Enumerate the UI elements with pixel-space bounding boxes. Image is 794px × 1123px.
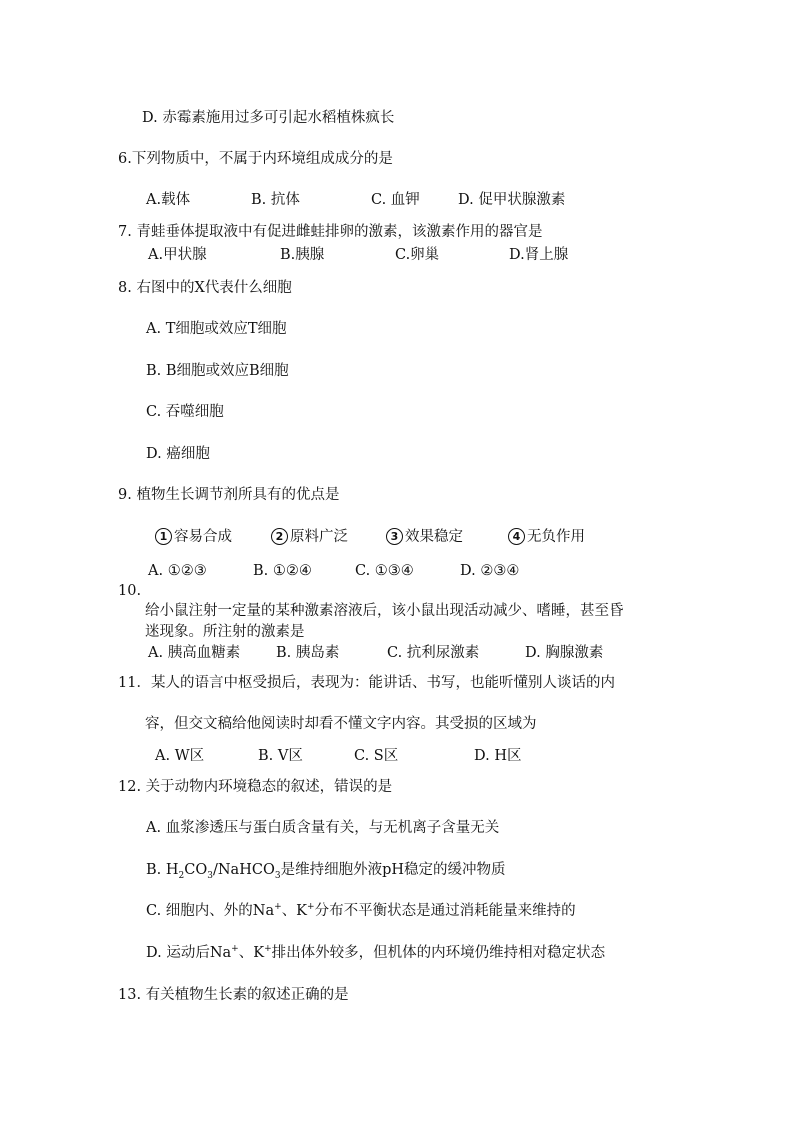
q12-option-b: B. $H_2CO_3/NaHCO_3$是维持细胞外液pH稳定的缓冲物质 [146, 862, 506, 881]
q12-option-c: C. 细胞内、外的Na+、K+分布不平衡状态是通过消耗能量来维持的 [146, 902, 576, 919]
q11-stem-line1: 11．某人的语言中枢受损后，表现为：能讲话、书写，也能听懂别人谈话的内 [118, 675, 615, 691]
q9-item-3 [386, 527, 463, 547]
q8-stem: 8. 右图中的X代表什么细胞 [118, 280, 292, 296]
q9-item-2 [271, 527, 348, 547]
circled-number-3: 3 [386, 528, 403, 545]
q9-item-2-text: 原料广泛 [290, 529, 348, 545]
q11-option-d: D. H区 [474, 748, 522, 764]
q12-option-a: A. 血浆渗透压与蛋白质含量有关，与无机离子含量无关 [146, 820, 500, 836]
q11-option-b: B. V区 [258, 748, 303, 764]
q6-option-c: C. 血钾 [371, 192, 420, 208]
q7-option-d: D.肾上腺 [509, 247, 569, 263]
q9-item-4 [508, 527, 585, 547]
q9-item-3-text: 效果稳定 [405, 529, 463, 545]
q10-option-b: B. 胰岛素 [276, 645, 340, 661]
q9-item-1 [155, 527, 232, 547]
q12-option-d: D. 运动后Na+、K+排出体外较多，但机体的内环境仍维持相对稳定状态 [146, 944, 606, 961]
q7-option-b: B.胰腺 [280, 247, 325, 263]
q11-option-c: C. S区 [354, 748, 399, 764]
q8-option-c: C. 吞噬细胞 [146, 404, 224, 420]
q10-stem-line2: 迷现象。所注射的激素是 [145, 624, 305, 640]
q6-option-a: A.载体 [146, 192, 191, 208]
q11-stem-line2: 容，但交文稿给他阅读时却看不懂文字内容。其受损的区域为 [145, 716, 537, 732]
circled-number-2: 2 [271, 528, 288, 545]
q10-option-a: A. 胰高血糖素 [148, 645, 241, 661]
q5-option-d: D. 赤霉素施用过多可引起水稻植株疯长 [142, 110, 395, 126]
q13-stem: 13. 有关植物生长素的叙述正确的是 [118, 987, 349, 1003]
q7-stem: 7. 青蛙垂体提取液中有促进雌蛙排卵的激素，该激素作用的器官是 [118, 224, 543, 240]
q10-stem-line1: 给小鼠注射一定量的某种激素溶液后，该小鼠出现活动减少、嗜睡，甚至昏 [145, 603, 624, 619]
q7-option-c: C.卵巢 [395, 247, 440, 263]
q8-option-d: D. 癌细胞 [146, 446, 210, 462]
q9-item-1-text: 容易合成 [174, 529, 232, 545]
q7-option-a: A.甲状腺 [148, 247, 207, 263]
q12-stem: 12. 关于动物内环境稳态的叙述，错误的是 [118, 779, 393, 795]
q6-option-b: B. 抗体 [251, 192, 300, 208]
q10-number: 10. [118, 583, 142, 599]
q9-stem: 9. 植物生长调节剂所具有的优点是 [118, 487, 340, 503]
q8-option-b: B. B细胞或效应B细胞 [146, 363, 289, 379]
q11-option-a: A. W区 [155, 748, 205, 764]
q9-option-a: A. ①②③ [148, 563, 207, 579]
q8-option-a: A. T细胞或效应T细胞 [146, 321, 287, 337]
q9-option-b: B. ①②④ [253, 563, 312, 579]
circled-number-1: 1 [155, 528, 172, 545]
circled-number-4: 4 [508, 528, 525, 545]
q9-item-4-text: 无负作用 [527, 529, 585, 545]
q9-option-c: C. ①③④ [355, 563, 414, 579]
q6-option-d: D. 促甲状腺激素 [458, 192, 566, 208]
q9-option-d: D. ②③④ [460, 563, 520, 579]
q6-stem: 6.下列物质中，不属于内环境组成成分的是 [118, 151, 393, 167]
q10-option-c: C. 抗利尿激素 [387, 645, 480, 661]
q10-option-d: D. 胸腺激素 [525, 645, 604, 661]
